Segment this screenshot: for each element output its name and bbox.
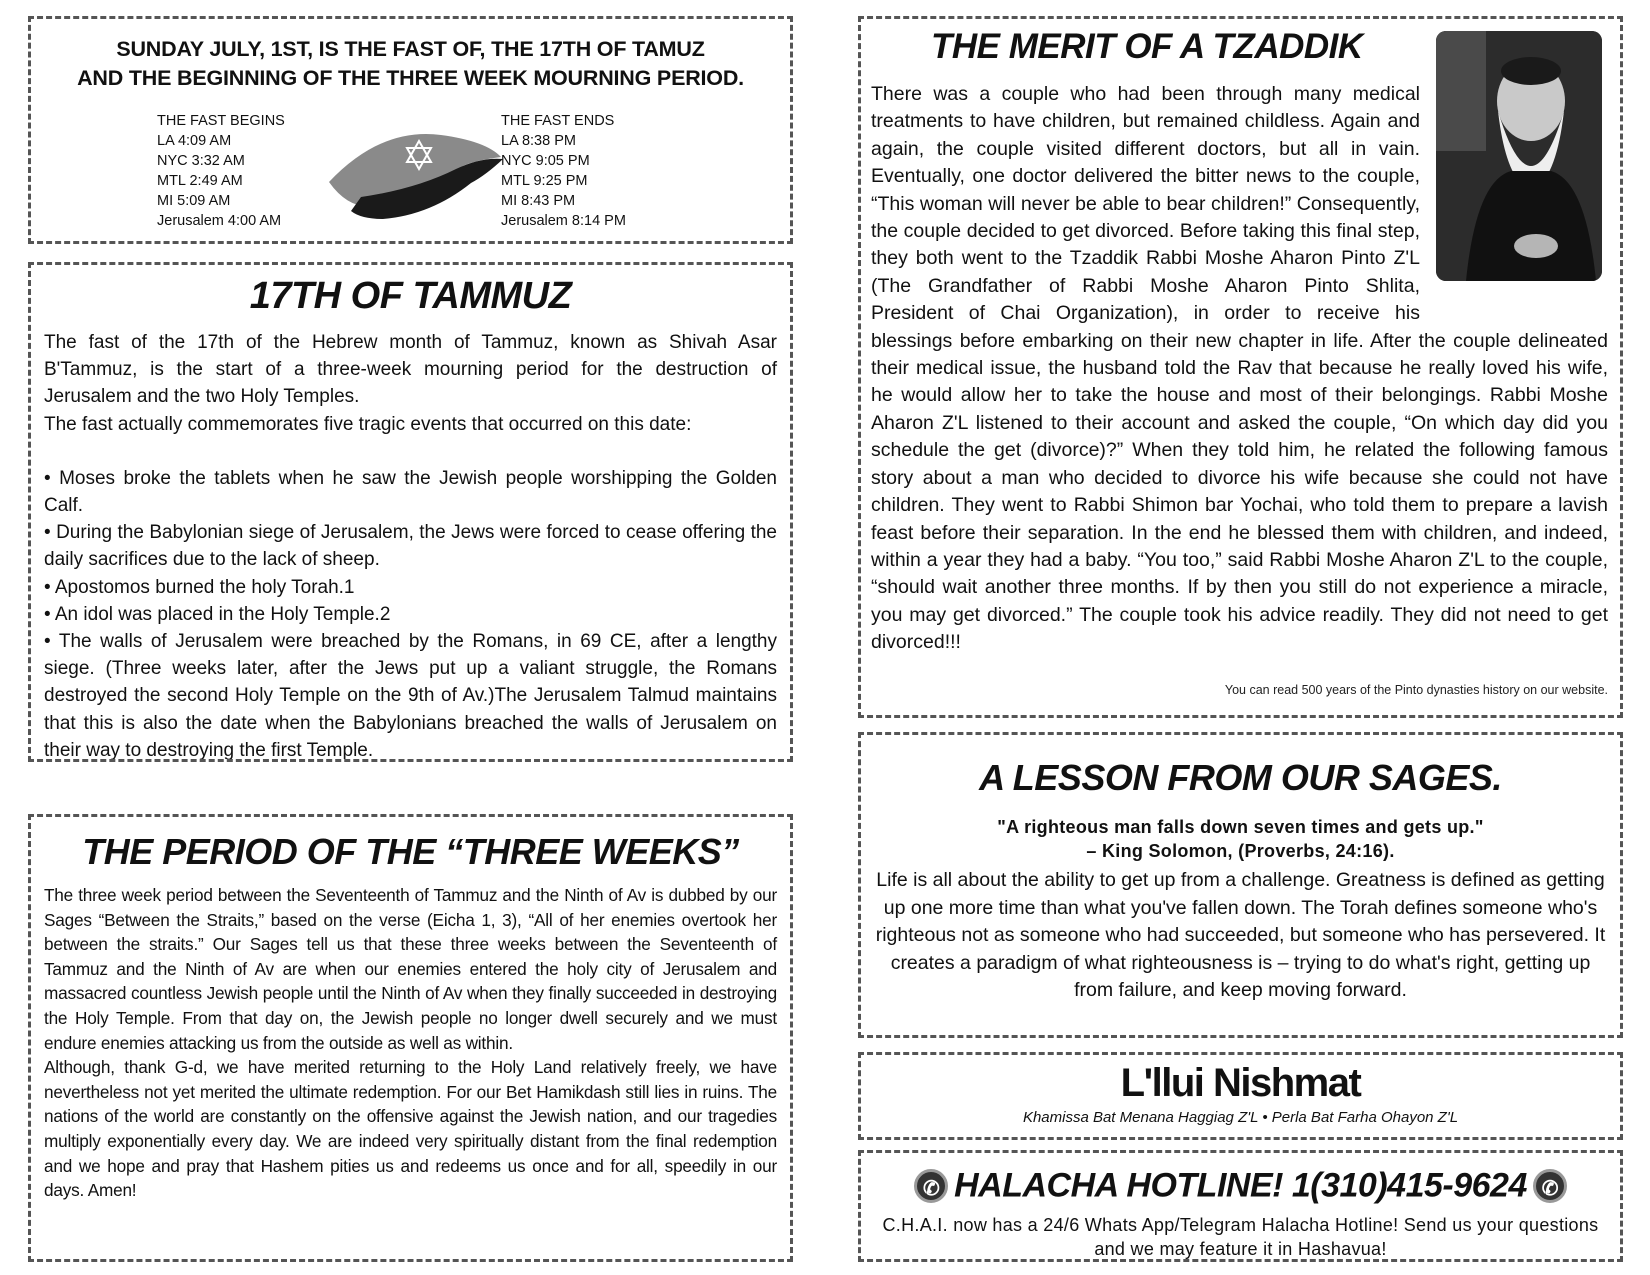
merit-article: [858, 16, 1623, 718]
llui-nishmat-title: L'llui Nishmat: [1120, 1061, 1361, 1105]
tammuz-paragraph: The fast of the 17th of the Hebrew month of Tammuz, known as Shivah Asar B'Tammuz, is the start of a three-week mourning period for the destruction of Jerusalem and the two Holy Temples.: [44, 332, 777, 408]
three-weeks-title: THE PERIOD OF THE “THREE WEEKS”: [82, 831, 739, 872]
tammuz-paragraph: The fast actually commemorates five tragic events that occurred on this date:: [44, 413, 692, 435]
tammuz-body: [44, 329, 777, 762]
merit-title: THE MERIT OF A TZADDIK: [931, 27, 1363, 66]
website-note: You can read 500 years of the Pinto dynasties history on our website.: [1224, 683, 1608, 697]
halacha-hotline-box: [858, 1150, 1623, 1262]
fast-times-box: [28, 16, 793, 244]
three-weeks-paragraph: Although, thank G-d, we have merited returning to the Holy Land relatively freely, we have nevertheless not yet merited the ultimate redemption. For our Bet Hamikdash still lies in ruins. The nations of the world are constantly on the offensive against the Jewish nation, and our tragedies multiply exponentially every day. We are indeed very spiritually distant from the final redemption and we hope and pray that Hashem pities us and redeems us once and for all, speedily in our days. Amen!: [44, 1057, 777, 1201]
fast-begins-list: THE FAST BEGINS LA 4:09 AM NYC 3:32 AM MTL 2:49 AM MI 5:09 AM Jerusalem 4:00 AM: [157, 113, 285, 229]
hotline-title: ✆ HALACHA HOTLINE! 1(310)415-9624 ✆: [861, 1165, 1620, 1206]
tammuz-bullet: • The walls of Jerusalem were breached by the Romans, in 69 CE, after a lengthy siege. (Three weeks later, after the Jews put up a valiant struggle, the Romans destroyed the second Holy Temple on the 9th of Av.)The Jerusalem Talmud maintains that this is also the date when the Babylonians breached the walls of Jerusalem on their way to destroying the first Temple.: [44, 631, 777, 761]
fast-ends-list: THE FAST ENDS LA 8:38 PM NYC 9:05 PM MTL 9:25 PM MI 8:43 PM Jerusalem 8:14 PM: [501, 113, 626, 229]
llui-nishmat-names: Khamissa Bat Menana Haggiag Z'L • Perla Bat Farha Ohayon Z'L: [1022, 1109, 1459, 1126]
lesson-title: A LESSON FROM OUR SAGES.: [979, 757, 1502, 798]
lesson-body: Life is all about the ability to get up from a challenge. Greatness is defined as getting up one more time than what you've fallen down. The Torah defines someone who's righteous not as someone who had succeeded, but someone who has persevered. It creates a paradigm of what righteousness is – trying to do what's right, getting up from failure, and keep moving forward.: [875, 869, 1606, 1001]
tammuz-bullet: • Apostomos burned the holy Torah.1: [44, 576, 355, 598]
three-weeks-paragraph: The three week period between the Seventeenth of Tammuz and the Ninth of Av is dubbed by our Sages “Between the Straits,” based on the verse (Eicha 1, 3), “All of her enemies overtook her between the straits.” Our Sages tell us that these three weeks between the Seventeenth of Tammuz and the Ninth of Av are when our enemies entered the holy city of Jerusalem and massacred countless Jewish people until the Ninth of Av when they finally succeeded in destroying the Holy Temple. From that day on, the Jewish people no longer dwell securely and we must endure enemies attacking us from the outside as well as within.: [44, 885, 777, 1053]
tammuz-bullet: • An idol was placed in the Holy Temple.2: [44, 603, 391, 625]
hotline-body: C.H.A.I. now has a 24/6 Whats App/Telegram Halacha Hotline! Send us your questions and we may feature it in Hashavua!: [882, 1215, 1599, 1259]
tammuz-article: [28, 262, 793, 762]
lesson-article: [858, 732, 1623, 1038]
three-weeks-body: [44, 883, 777, 1203]
tammuz-bullet: • Moses broke the tablets when he saw the Jewish people worshipping the Golden Calf.: [44, 467, 777, 517]
whatsapp-icon: ✆: [1533, 1169, 1567, 1203]
lesson-quote: "A righteous man falls down seven times and gets up." – King Solomon, (Proverbs, 24:16).: [997, 817, 1484, 861]
three-weeks-article: [28, 814, 793, 1262]
whatsapp-icon: ✆: [914, 1169, 948, 1203]
tammuz-title: 17TH OF TAMMUZ: [249, 275, 572, 317]
star-of-david-on-hand-icon: [321, 127, 511, 237]
fast-heading: SUNDAY JULY, 1ST, IS THE FAST OF, THE 17TH OF TAMUZ AND THE BEGINNING OF THE THREE WEEK MOURNING PERIOD.: [77, 37, 744, 90]
merit-body: There was a couple who had been through many medical treatments to have children, but remained childless. Again and again, the couple visited different doctors, but all in vain. Eventually, one doctor delivered the bitter news to the couple, “This woman will never be able to bear children!” Consequently, the couple decided to get divorced. Before taking this final step, they both went to the Tzaddik Rabbi Moshe Aharon Pinto Z'L (The Grandfather of Rabbi Moshe Aharon Pinto Shlita, President of Chai Organization), in order to receive his blessings before embarking on their new chapter in life. After the couple delineated their medical issue, the husband told the Rav that because he really loved his wife, he would allow her to take the house and most of their belongings. Rabbi Moshe Aharon Z'L listened to their account and asked the couple, “On which day did you schedule the get (divorce)?” When they told him, he related the following famous story about a man who decided to divorce his wife because she could not have children. They went to Rabbi Shimon bar Yochai, who told them to prepare a lavish feast before their separation. In the end he blessed them with children, and indeed, within a year they had a baby. “You too,” said Rabbi Moshe Aharon Z'L to the couple, “should wait another three months. If by then you still do not experience a miracle, you may get divorced.” The couple took his advice readily. They did not need to get divorced!!!: [871, 83, 1608, 654]
tammuz-bullet: • During the Babylonian siege of Jerusalem, the Jews were forced to cease offering the daily sacrifices due to the lack of sheep.: [44, 522, 777, 571]
llui-nishmat-box: [858, 1052, 1623, 1140]
